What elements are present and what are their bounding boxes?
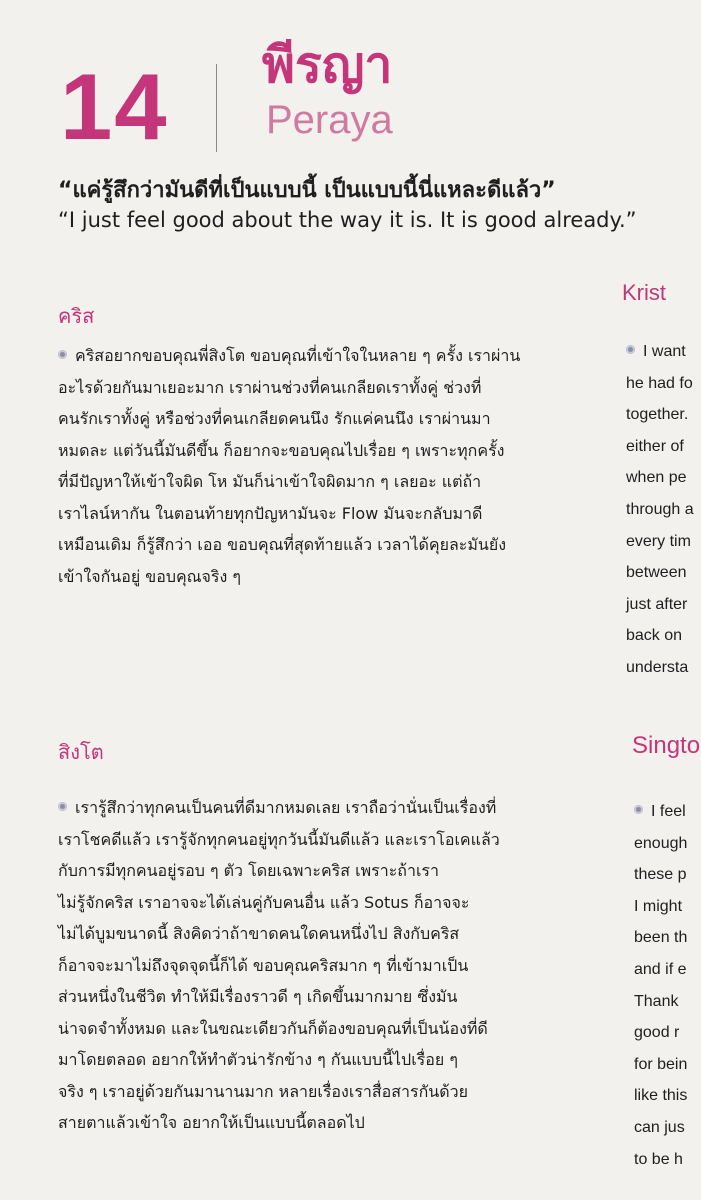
paragraph-line: like this [634,1087,688,1105]
paragraph-line: คนรักเราทั้งคู่ หรือช่วงที่คนเกลียดคนนึง รักแค่คนนึง เราผ่านมา [58,409,491,428]
paragraph-line: ไม่ได้บูมขนาดนี้ สิงคิดว่าถ้าขาดคนใดคนหนึ่งไป สิงกับคริส [58,924,460,943]
paragraph-line: จริง ๆ เราอยู่ด้วยกันมานานมาก หลายเรื่องเราสื่อสารกันด้วย [58,1081,468,1101]
paragraph-line: สายตาแล้วเข้าใจ อยากให้เป็นแบบนี้ตลอดไป [58,1113,365,1132]
paragraph-line: he had fo [626,374,693,392]
chapter-number: 14 [60,54,169,159]
paragraph-line: ก็อาจจะมาไม่ถึงจุดจุดนี้ก็ได้ ขอบคุณคริสมาก ๆ ที่เข้ามาเป็น [58,955,469,975]
paragraph-line: เรารู้สึกว่าทุกคนเป็นคนที่ดีมากหมดเลย เราถือว่านั่นเป็นเรื่องที่ [58,792,598,824]
quote-thai: “แค่รู้สึกว่ามันดีที่เป็นแบบนี้ เป็นแบบนี้นี่แหละดีแล้ว” [58,178,556,203]
paragraph-line: and if e [634,960,687,978]
paragraph-line: ส่วนหนึ่งในชีวิต ทำให้มีเรื่องราวดี ๆ เกิดขึ้นมากมาย ซึ่งมัน [58,987,458,1006]
paragraph-line: when pe [626,469,687,487]
paragraph-line: for bein [634,1055,688,1073]
paragraph-line: through a [626,500,694,518]
paragraph-line: อะไรด้วยกันมาเยอะมาก เราผ่านช่วงที่คนเกลียดเราทั้งคู่ ช่วงที่ [58,377,482,397]
paragraph-line: ที่มีปัญหาให้เข้าใจผิด โห มันก็น่าเข้าใจผิดมาก ๆ เลยอะ แต่ถ้า [58,472,482,491]
bullet-icon [626,345,635,354]
paragraph-line: น่าจดจำทั้งหมด และในขณะเดียวกันก็ต้องขอบคุณที่เป็นน้องที่ดี [58,1018,488,1038]
paragraph-line: เหมือนเดิม ก็รู้สึกว่า เออ ขอบคุณที่สุดท้ายแล้ว เวลาได้คุยละมันยัง [58,535,507,554]
paragraph-line: เราไลน์หากัน ในตอนท้ายทุกปัญหามันจะ Flow มันจะกลับมาดี [58,503,483,523]
section-heading-singto-thai: สิงโต [58,740,104,764]
section-heading-singto-english: Singto [632,732,701,759]
paragraph-line: หมดละ แต่วันนี้มันดีขึ้น ก็อยากจะขอบคุณไปเรื่อย ๆ เพราะทุกครั้ง [58,440,505,460]
paragraph-line: good r [634,1024,680,1042]
paragraph-line: I want [626,336,701,368]
paragraph-line: กับการมีทุกคนอยู่รอบ ๆ ตัว โดยเฉพาะคริส เพราะถ้าเรา [58,861,440,880]
quote-english: “I just feel good about the way it is. It is good already.” [58,208,637,232]
name-english: Peraya [266,98,393,142]
paragraph-line: between [626,564,687,582]
paragraph-line: I feel [634,796,701,828]
name-thai: พีรญา [262,36,393,94]
paragraph-line: enough [634,834,688,852]
section-heading-krist-thai: คริส [58,304,95,328]
paragraph-line: เราโชคดีแล้ว เรารู้จักทุกคนอยู่ทุกวันนี้มันดีแล้ว และเราโอเคแล้ว [58,829,500,849]
paragraph-line: ไม่รู้จักคริส เราอาจจะได้เล่นคู่กับคนอื่น แล้ว Sotus ก็อาจจะ [58,892,470,912]
paragraph-line: to be h [634,1150,683,1168]
paragraph-line: together. [626,406,689,424]
paragraph-line: can jus [634,1118,685,1136]
paragraph-line: been th [634,929,688,947]
paragraph-line: เข้าใจกันอยู่ ขอบคุณจริง ๆ [58,566,241,586]
paragraph-line: Thank [634,992,679,1010]
section-body-krist-english [626,336,701,684]
paragraph-line: มาโดยตลอด อยากให้ทำตัวน่ารักข้าง ๆ กันแบบนี้ไปเรื่อย ๆ [58,1050,458,1069]
paragraph-line: every tim [626,532,691,550]
bullet-icon [634,805,643,814]
paragraph-line: just after [626,595,688,613]
paragraph-line: คริสอยากขอบคุณพี่สิงโต ขอบคุณที่เข้าใจในหลาย ๆ ครั้ง เราผ่าน [58,340,598,372]
paragraph-line: these p [634,866,687,884]
paragraph-line: I might [634,897,683,915]
paragraph-line: understa [626,658,689,676]
section-heading-krist-english: Krist [622,280,666,305]
paragraph-line: back on [626,627,683,645]
section-body-singto-english [634,796,701,1175]
paragraph-line: either of [626,437,684,455]
